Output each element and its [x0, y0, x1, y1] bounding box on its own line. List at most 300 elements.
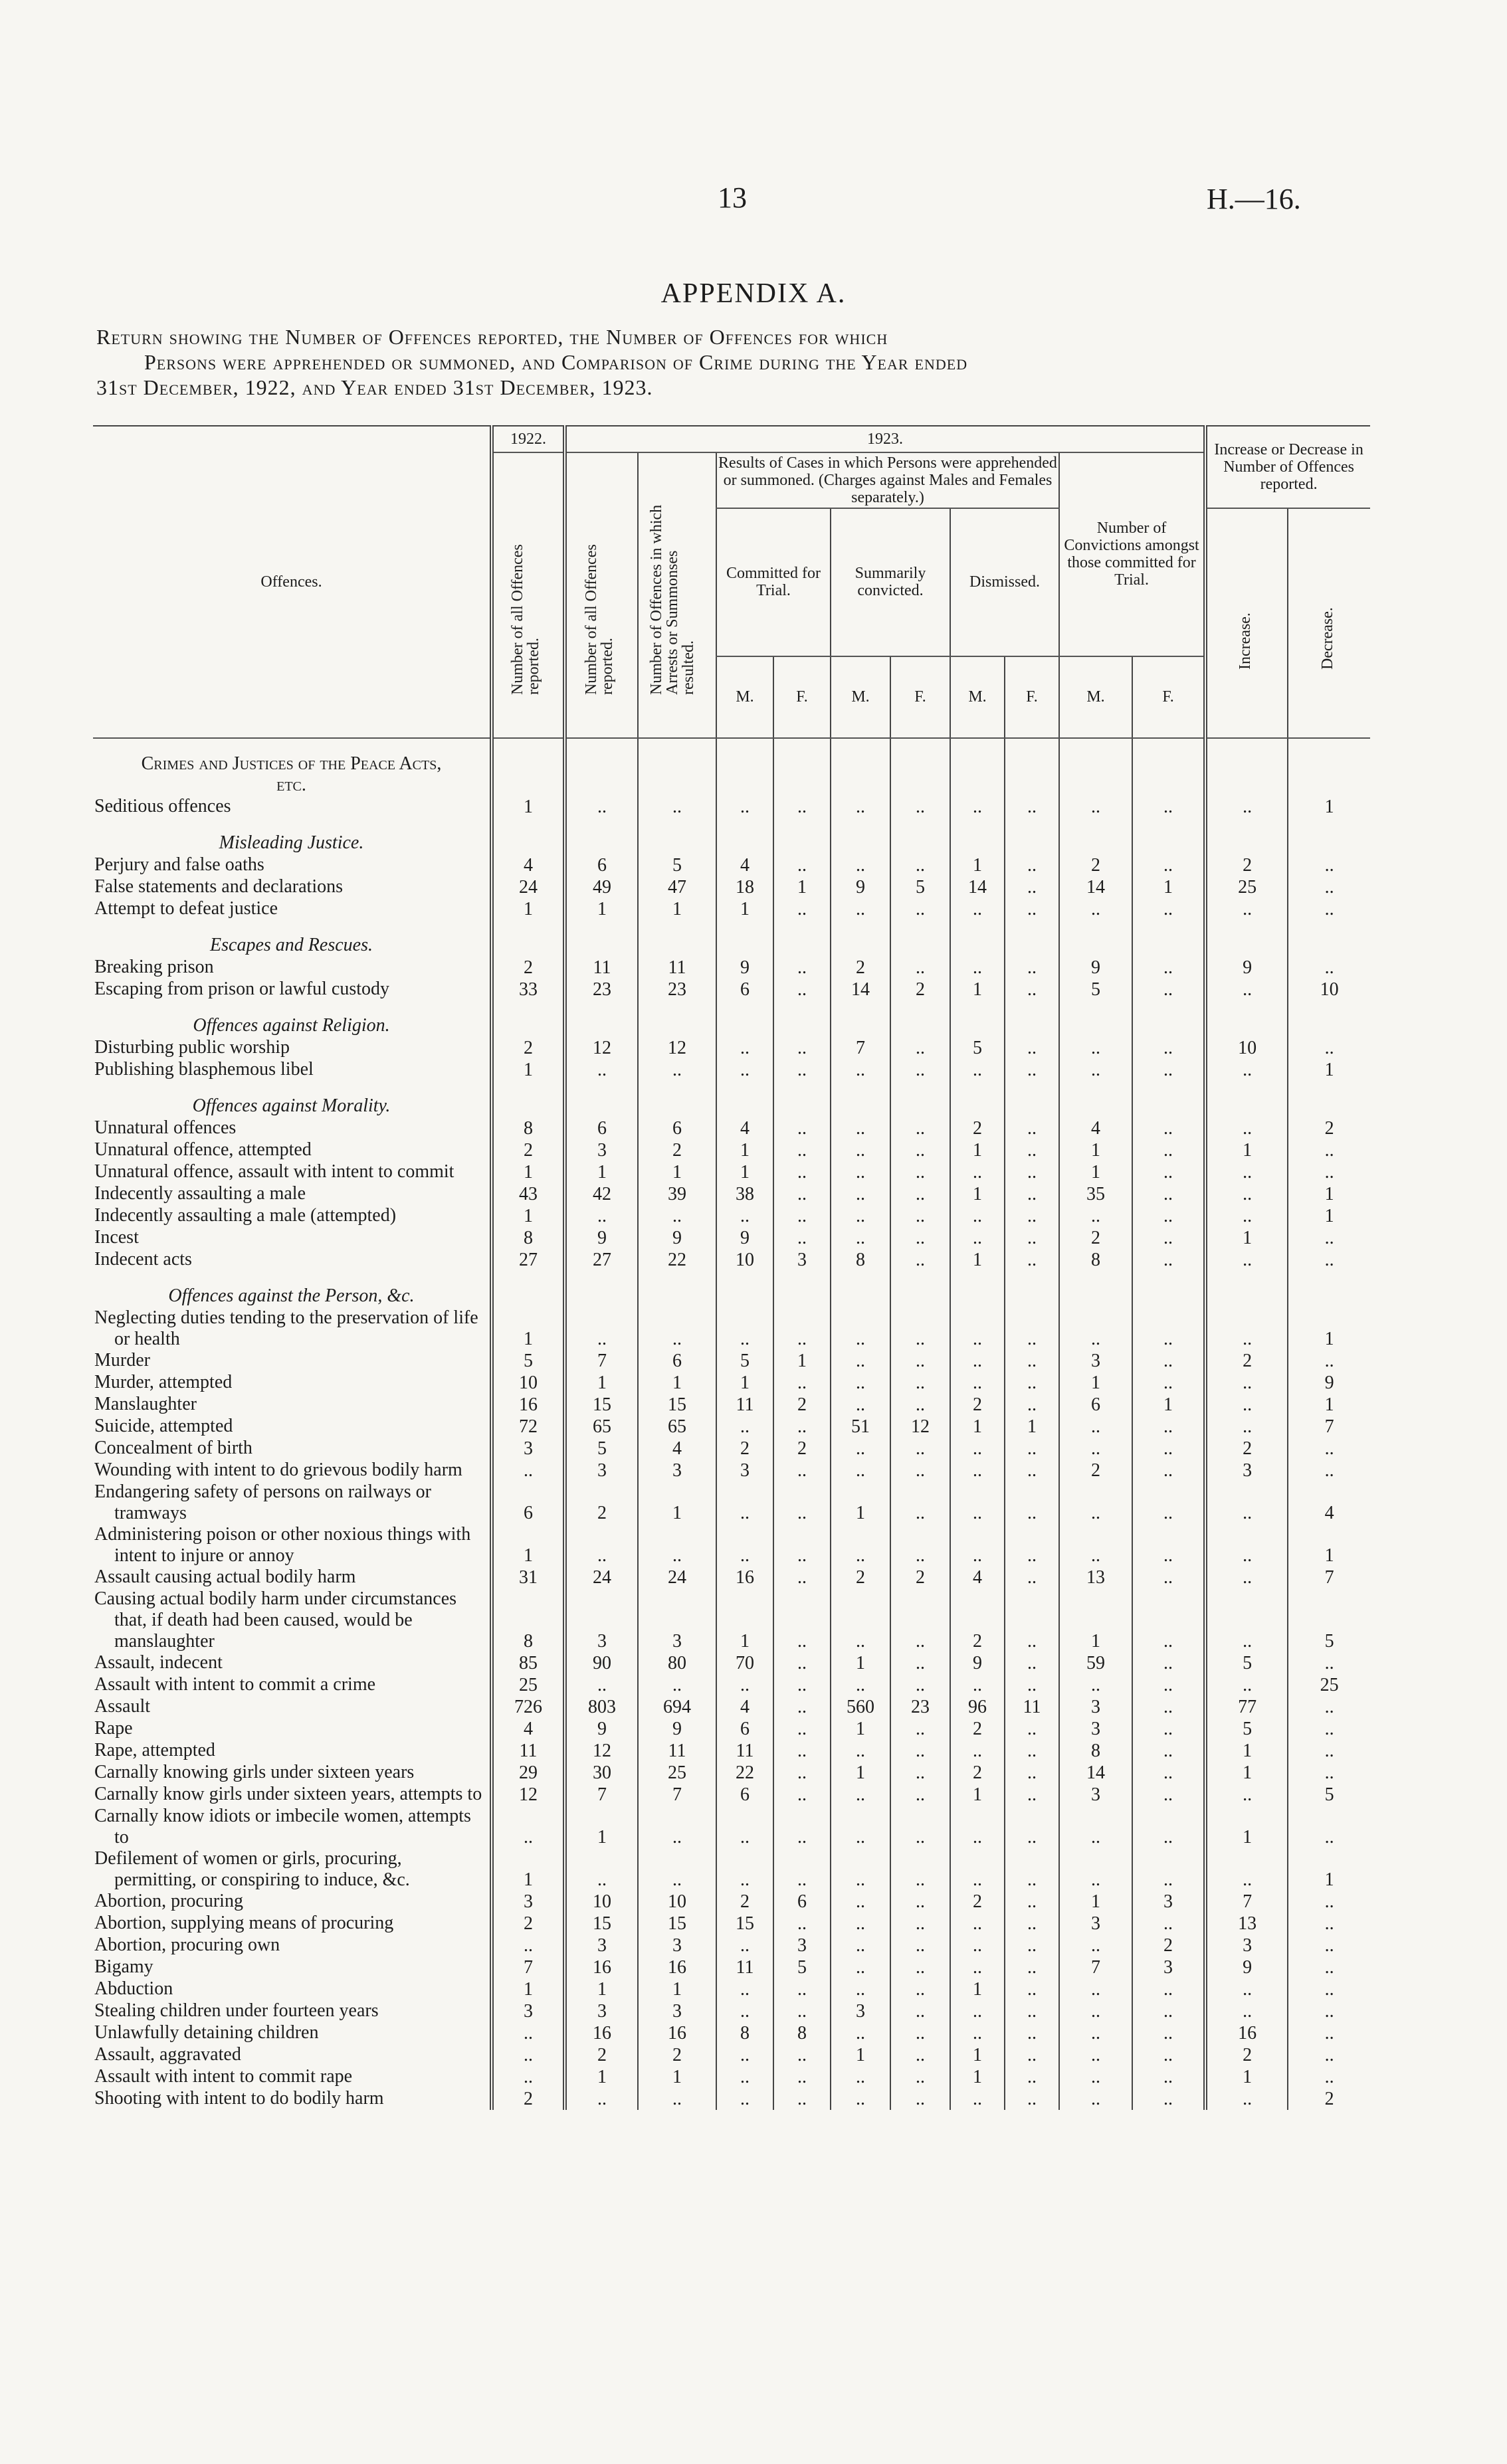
table-row	[93, 898, 1370, 920]
table-cell: 2	[890, 1566, 950, 1588]
table-cell: 2	[773, 1438, 831, 1460]
table-cell: ..	[950, 1460, 1005, 1481]
table-cell: ..	[773, 1848, 831, 1891]
table-cell: 1	[1205, 1762, 1288, 1784]
table-cell: ..	[716, 1416, 773, 1438]
table-cell: ..	[1288, 1762, 1370, 1784]
table-cell: ..	[1205, 1416, 1288, 1438]
table-row	[93, 957, 1370, 979]
table-cell: ..	[565, 796, 638, 818]
table-cell: 1	[716, 1139, 773, 1161]
table-cell: ..	[1288, 1806, 1370, 1848]
table-cell: 1	[1205, 1227, 1288, 1249]
table-cell: ..	[773, 1652, 831, 1674]
table-body	[93, 738, 1370, 2110]
table-cell: 2	[1059, 1227, 1132, 1249]
offence-name: Seditious offences	[94, 796, 231, 816]
table-cell: ..	[831, 1139, 890, 1161]
table-cell: ..	[831, 1350, 890, 1372]
table-cell: 11	[1005, 1696, 1059, 1718]
col-reported-1922	[492, 452, 565, 738]
table-cell: 33	[492, 979, 565, 1000]
table-cell: 6	[638, 1350, 716, 1372]
table-cell: ..	[716, 2044, 773, 2066]
table-cell: ..	[831, 1978, 890, 2000]
table-cell: 2	[1288, 2088, 1370, 2110]
table-cell: 15	[565, 1913, 638, 1935]
table-cell: 7	[831, 1037, 890, 1059]
table-cell: ..	[716, 1978, 773, 2000]
table-cell: 1	[716, 1372, 773, 1394]
offence-name: Murder	[94, 1350, 150, 1371]
page-number: 13	[718, 181, 747, 214]
table-cell: ..	[950, 2088, 1005, 2110]
table-cell: ..	[831, 1205, 890, 1227]
table-cell: ..	[890, 1848, 950, 1891]
table-cell: 22	[716, 1762, 773, 1784]
offence-name: Concealment of birth	[94, 1438, 252, 1458]
table-cell: 27	[565, 1249, 638, 1271]
table-cell: 4	[1059, 1117, 1132, 1139]
section-title: Crimes and Justices of the Peace Acts, etc.	[141, 753, 442, 795]
table-cell: 23	[638, 979, 716, 1000]
table-cell: ..	[773, 1307, 831, 1350]
col-arrests-text: Number of Offences in which Arrests or Summonses resulted.	[648, 504, 697, 695]
table-cell: ..	[890, 1205, 950, 1227]
table-cell: 2	[950, 1718, 1005, 1740]
table-cell: ..	[1132, 1161, 1205, 1183]
table-cell: ..	[1288, 1740, 1370, 1762]
table-row	[93, 1566, 1370, 1588]
table-cell: 1	[638, 1372, 716, 1394]
table-cell: ..	[1132, 854, 1205, 876]
table-row	[93, 1740, 1370, 1762]
table-cell: 1	[831, 1762, 890, 1784]
table-cell: 1	[1059, 1372, 1132, 1394]
table-cell: ..	[773, 1674, 831, 1696]
table-cell: ..	[1005, 876, 1059, 898]
table-cell: 25	[492, 1674, 565, 1696]
table-cell: ..	[1132, 1037, 1205, 1059]
table-cell: ..	[1132, 1784, 1205, 1806]
table-row	[93, 2000, 1370, 2022]
table-row	[93, 2022, 1370, 2044]
table-cell: ..	[638, 796, 716, 818]
col-committed: Committed for Trial.	[716, 508, 831, 656]
table-cell: 3	[492, 2000, 565, 2022]
table-cell: ..	[1059, 1059, 1132, 1081]
table-cell: ..	[1205, 1183, 1288, 1205]
table-cell: ..	[773, 1227, 831, 1249]
table-cell: ..	[1288, 957, 1370, 979]
table-cell: 3	[492, 1891, 565, 1913]
table-cell: ..	[565, 1307, 638, 1350]
table-cell: 85	[492, 1652, 565, 1674]
table-cell: ..	[890, 898, 950, 920]
table-cell: 1	[492, 1978, 565, 2000]
table-cell: ..	[890, 1372, 950, 1394]
table-cell: 9	[1205, 957, 1288, 979]
table-cell: 2	[1205, 1438, 1288, 1460]
table-cell: 2	[773, 1394, 831, 1416]
table-cell: 11	[716, 1956, 773, 1978]
table-cell: ..	[773, 957, 831, 979]
table-cell: 2	[492, 1037, 565, 1059]
offence-name: Assault causing actual bodily harm	[94, 1566, 356, 1587]
table-cell: ..	[773, 1416, 831, 1438]
table-row	[93, 1059, 1370, 1081]
table-row	[93, 854, 1370, 876]
table-cell: ..	[1288, 1227, 1370, 1249]
offence-name: Abduction	[94, 1978, 173, 1999]
table-cell: 1	[950, 1784, 1005, 1806]
offence-name: Indecent acts	[94, 1249, 192, 1270]
table-cell: ..	[1132, 979, 1205, 1000]
table-cell: ..	[1059, 796, 1132, 818]
table-cell: 16	[638, 2022, 716, 2044]
table-cell: 1	[773, 1350, 831, 1372]
table-cell: ..	[890, 1227, 950, 1249]
table-cell: ..	[1005, 1350, 1059, 1372]
offence-name: Attempt to defeat justice	[94, 898, 278, 919]
col-year-1923: 1923.	[565, 426, 1205, 452]
table-cell: ..	[638, 1205, 716, 1227]
table-cell: ..	[1205, 1249, 1288, 1271]
table-cell: 2	[638, 2044, 716, 2066]
table-cell: ..	[1005, 1438, 1059, 1460]
table-cell: ..	[890, 1674, 950, 1696]
table-row	[93, 1978, 1370, 2000]
table-cell: 2	[492, 957, 565, 979]
table-cell: 15	[638, 1913, 716, 1935]
table-cell: 16	[1205, 2022, 1288, 2044]
table-cell: ..	[1288, 1935, 1370, 1956]
table-cell: 1	[638, 1481, 716, 1524]
table-cell: ..	[1005, 1394, 1059, 1416]
table-cell: ..	[890, 1935, 950, 1956]
table-cell: 12	[492, 1784, 565, 1806]
table-row	[93, 1205, 1370, 1227]
table-cell: ..	[1132, 1059, 1205, 1081]
table-cell: ..	[1059, 2088, 1132, 2110]
table-cell: ..	[1005, 1460, 1059, 1481]
table-cell: ..	[831, 1891, 890, 1913]
table-cell: 9	[716, 957, 773, 979]
col-arrests	[638, 452, 716, 738]
table-row	[93, 1438, 1370, 1460]
table-cell: 2	[1205, 1350, 1288, 1372]
table-cell: 1	[1288, 1394, 1370, 1416]
section-heading-row	[93, 738, 1370, 796]
table-cell: 70	[716, 1652, 773, 1674]
offence-name: Administering poison or other noxious things with intent to injure or annoy	[94, 1524, 471, 1566]
table-cell: ..	[950, 1674, 1005, 1696]
table-cell: ..	[890, 1740, 950, 1762]
table-cell: ..	[1288, 1161, 1370, 1183]
table-row	[93, 2044, 1370, 2066]
table-cell: ..	[1288, 2044, 1370, 2066]
table-cell: 23	[565, 979, 638, 1000]
col-reported-1923	[565, 452, 638, 738]
table-cell: 4	[492, 1718, 565, 1740]
table-cell: 2	[1059, 854, 1132, 876]
table-cell: 16	[716, 1566, 773, 1588]
table-cell: ..	[1005, 1372, 1059, 1394]
col-increase	[1205, 508, 1288, 738]
table-cell: ..	[1005, 2088, 1059, 2110]
table-cell: ..	[1288, 2022, 1370, 2044]
table-cell: 2	[950, 1394, 1005, 1416]
table-cell: 1	[831, 1718, 890, 1740]
offence-name: Rape, attempted	[94, 1740, 215, 1760]
table-row	[93, 1891, 1370, 1913]
table-cell: ..	[1132, 957, 1205, 979]
offence-name: Carnally knowing girls under sixteen years	[94, 1762, 415, 1782]
table-cell: 7	[492, 1956, 565, 1978]
offence-name: Indecently assaulting a male (attempted)	[94, 1205, 397, 1226]
table-cell: ..	[890, 1524, 950, 1566]
table-cell: 6	[565, 854, 638, 876]
table-cell: 5	[1205, 1718, 1288, 1740]
table-row	[93, 1117, 1370, 1139]
table-cell: ..	[1005, 979, 1059, 1000]
table-cell: ..	[950, 1227, 1005, 1249]
table-cell: ..	[1288, 898, 1370, 920]
table-cell: ..	[716, 1059, 773, 1081]
table-cell: 7	[1288, 1416, 1370, 1438]
table-cell: 3	[492, 1438, 565, 1460]
table-cell: 4	[716, 854, 773, 876]
table-cell: 3	[1132, 1956, 1205, 1978]
table-cell: 38	[716, 1183, 773, 1205]
table-cell: ..	[831, 1740, 890, 1762]
table-cell: ..	[1005, 1978, 1059, 2000]
table-cell: 1	[638, 898, 716, 920]
table-cell: 726	[492, 1696, 565, 1718]
table-cell: 12	[890, 1416, 950, 1438]
table-cell: ..	[1005, 1956, 1059, 1978]
table-cell: ..	[950, 1438, 1005, 1460]
table-cell: ..	[950, 1806, 1005, 1848]
table-cell: ..	[950, 1350, 1005, 1372]
table-cell: 9	[565, 1227, 638, 1249]
table-cell: 3	[773, 1935, 831, 1956]
offence-name: Escaping from prison or lawful custody	[94, 979, 390, 999]
table-cell: 51	[831, 1416, 890, 1438]
col-offences: Offences.	[93, 426, 492, 738]
table-cell: 16	[565, 2022, 638, 2044]
table-cell: ..	[950, 1740, 1005, 1762]
table-cell: ..	[890, 1481, 950, 1524]
table-cell: 7	[1288, 1566, 1370, 1588]
table-cell: ..	[890, 1891, 950, 1913]
table-cell: 1	[950, 1183, 1005, 1205]
table-cell: ..	[890, 1350, 950, 1372]
offence-name: Abortion, supplying means of procuring	[94, 1913, 394, 1933]
table-cell: 1	[831, 1652, 890, 1674]
table-cell: 3	[565, 1139, 638, 1161]
table-cell: 6	[716, 979, 773, 1000]
table-cell: 1	[716, 1588, 773, 1652]
table-row	[93, 1848, 1370, 1891]
section-title: Offences against the Person, &c.	[168, 1285, 415, 1306]
table-cell: 10	[716, 1249, 773, 1271]
table-cell: ..	[773, 1718, 831, 1740]
table-cell: 90	[565, 1652, 638, 1674]
table-row	[93, 2066, 1370, 2088]
table-cell: ..	[1059, 2022, 1132, 2044]
table-cell: 1	[1059, 1161, 1132, 1183]
table-cell: 803	[565, 1696, 638, 1718]
table-cell: ..	[831, 1227, 890, 1249]
table-cell: ..	[716, 1674, 773, 1696]
table-cell: ..	[890, 1806, 950, 1848]
table-cell: 1	[565, 1372, 638, 1394]
table-cell: ..	[1288, 1139, 1370, 1161]
table-cell: ..	[1205, 1394, 1288, 1416]
table-cell: ..	[1059, 1205, 1132, 1227]
col-year-1922: 1922.	[492, 426, 565, 452]
offence-name: Carnally know girls under sixteen years, attempts to	[94, 1784, 482, 1804]
table-cell: ..	[1132, 1460, 1205, 1481]
table-cell: 65	[638, 1416, 716, 1438]
table-cell: ..	[716, 796, 773, 818]
table-cell: ..	[1205, 1674, 1288, 1696]
table-row	[93, 1416, 1370, 1438]
table-cell: ..	[1059, 1416, 1132, 1438]
table-cell: ..	[773, 1117, 831, 1139]
table-cell: ..	[831, 1059, 890, 1081]
offence-name: Bigamy	[94, 1956, 153, 1977]
table-cell: 25	[638, 1762, 716, 1784]
table-cell: 2	[950, 1891, 1005, 1913]
offence-name: Breaking prison	[94, 957, 214, 977]
table-cell: 2	[492, 2088, 565, 2110]
table-cell: 1	[1205, 1139, 1288, 1161]
table-cell: 2	[1205, 2044, 1288, 2066]
table-cell: 1	[950, 1416, 1005, 1438]
table-cell: 8	[831, 1249, 890, 1271]
table-cell: ..	[1005, 898, 1059, 920]
table-cell: ..	[831, 1183, 890, 1205]
offence-name: Assault with intent to commit a crime	[94, 1674, 376, 1695]
table-cell: 1	[1059, 1588, 1132, 1652]
table-cell: ..	[773, 1978, 831, 2000]
table-cell: 3	[565, 2000, 638, 2022]
table-cell: 5	[1288, 1588, 1370, 1652]
table-cell: 8	[1059, 1249, 1132, 1271]
table-cell: 2	[716, 1438, 773, 1460]
table-cell: ..	[716, 1037, 773, 1059]
table-cell: ..	[1005, 1784, 1059, 1806]
table-cell: 3	[1205, 1935, 1288, 1956]
table-cell: ..	[1132, 1350, 1205, 1372]
table-cell: 5	[1205, 1652, 1288, 1674]
table-cell: ..	[1132, 1372, 1205, 1394]
table-cell: 5	[492, 1350, 565, 1372]
table-cell: ..	[950, 2022, 1005, 2044]
table-cell: ..	[773, 1460, 831, 1481]
table-cell: ..	[1288, 1891, 1370, 1913]
table-cell: ..	[890, 1438, 950, 1460]
table-row	[93, 796, 1370, 818]
table-cell: ..	[1005, 2022, 1059, 2044]
table-cell: 6	[716, 1718, 773, 1740]
table-cell: ..	[1132, 1117, 1205, 1139]
table-cell: 8	[716, 2022, 773, 2044]
table-cell: ..	[950, 1524, 1005, 1566]
table-cell: 1	[1288, 796, 1370, 818]
table-row	[93, 1037, 1370, 1059]
table-cell: ..	[1132, 1249, 1205, 1271]
table-cell: 11	[716, 1394, 773, 1416]
table-cell: 5	[1288, 1784, 1370, 1806]
table-cell: ..	[492, 2044, 565, 2066]
col-increase-text: Increase.	[1237, 613, 1255, 670]
table-cell: 3	[638, 1935, 716, 1956]
table-cell: ..	[890, 796, 950, 818]
offence-name: Unnatural offences	[94, 1117, 237, 1138]
table-cell: ..	[1005, 1806, 1059, 1848]
table-cell: 1	[1205, 1806, 1288, 1848]
table-cell: ..	[1005, 1139, 1059, 1161]
section-title: Offences against Religion.	[193, 1015, 390, 1036]
table-row	[93, 1524, 1370, 1566]
intro-line: Return showing the Number of Offences reported, the Number of Offences for which	[96, 325, 888, 349]
table-cell: 2	[492, 1139, 565, 1161]
table-cell: ..	[1005, 1674, 1059, 1696]
table-cell: 80	[638, 1652, 716, 1674]
table-cell: ..	[1132, 1806, 1205, 1848]
table-cell: 5	[890, 876, 950, 898]
table-cell: ..	[1005, 1037, 1059, 1059]
table-cell: ..	[1132, 1913, 1205, 1935]
table-cell: 65	[565, 1416, 638, 1438]
table-cell: 1	[1288, 1183, 1370, 1205]
section-heading-row	[93, 1081, 1370, 1117]
table-cell: ..	[831, 1372, 890, 1394]
table-cell: ..	[773, 2088, 831, 2110]
col-convictions-f: F.	[1132, 656, 1205, 738]
table-cell: 1	[1132, 876, 1205, 898]
table-cell: ..	[492, 1806, 565, 1848]
table-cell: 1	[950, 2066, 1005, 2088]
table-row	[93, 1394, 1370, 1416]
offence-name: Suicide, attempted	[94, 1416, 233, 1436]
table-cell: 10	[492, 1372, 565, 1394]
table-cell: 1	[492, 1205, 565, 1227]
offence-name: Stealing children under fourteen years	[94, 2000, 379, 2021]
table-cell: 35	[1059, 1183, 1132, 1205]
table-cell: 14	[1059, 1762, 1132, 1784]
table-cell: 77	[1205, 1696, 1288, 1718]
section-title: Misleading Justice.	[219, 832, 364, 853]
offence-name: Neglecting duties tending to the preservation of life or health	[94, 1307, 478, 1349]
offence-name: Causing actual bodily harm under circumstances that, if death had been caused, would be manslaughter	[94, 1588, 457, 1652]
table-cell: 1	[831, 1481, 890, 1524]
table-cell: 1	[1059, 1139, 1132, 1161]
table-cell: 6	[773, 1891, 831, 1913]
intro-paragraph	[96, 324, 1372, 400]
table-cell: 9	[1205, 1956, 1288, 1978]
table-cell: 11	[638, 1740, 716, 1762]
offence-name: Shooting with intent to do bodily harm	[94, 2088, 384, 2109]
table-cell: 2	[565, 1481, 638, 1524]
table-cell: ..	[1288, 1718, 1370, 1740]
table-cell: 25	[1205, 876, 1288, 898]
table-cell: 1	[1059, 1891, 1132, 1913]
table-cell: ..	[831, 2022, 890, 2044]
